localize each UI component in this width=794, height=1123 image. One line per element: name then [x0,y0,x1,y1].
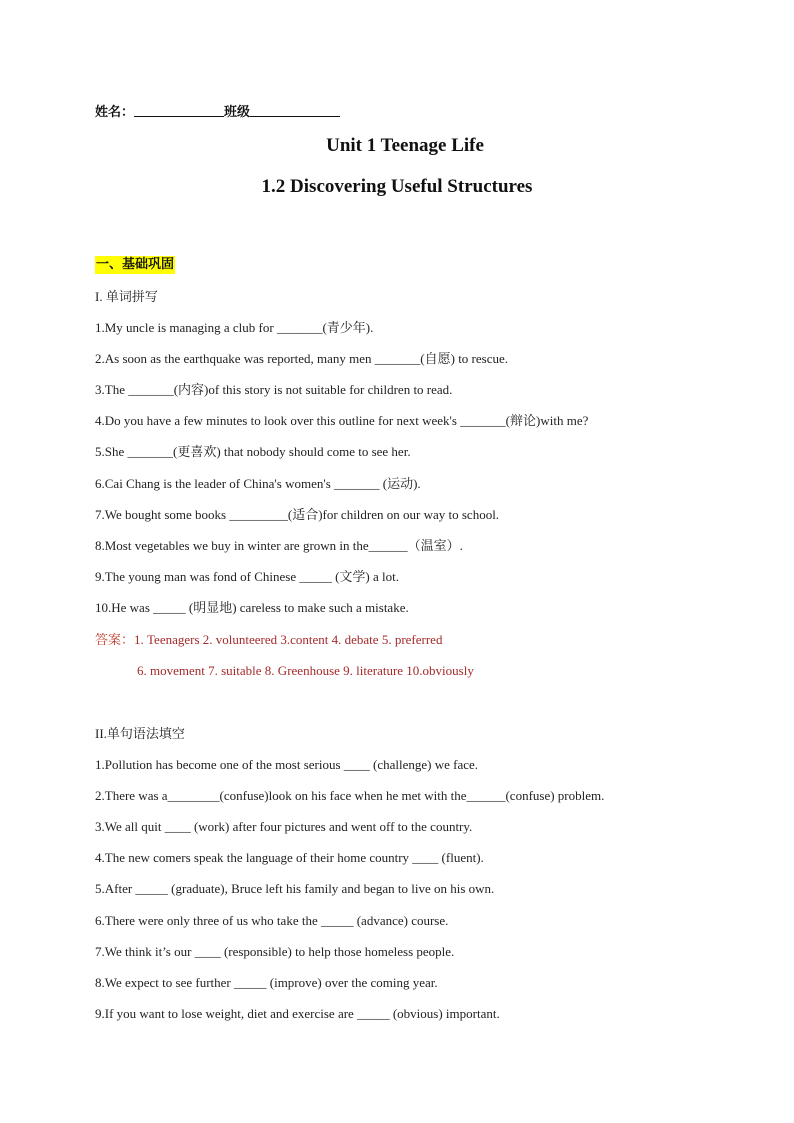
list-item: 1.My uncle is managing a club for _______(青少年). [95,320,374,335]
list-item: 4.The new comers speak the language of their home country ____ (fluent). [95,850,484,865]
name-label: 姓名： [95,105,135,120]
lesson-title: 1.2 Discovering Useful Structures [261,176,533,197]
list-item: 6.There were only three of us who take the _____ (advance) course. [95,913,449,928]
list-item: 8.We expect to see further _____ (improve) over the coming year. [95,975,438,990]
part1-title: I. 单词拼写 [95,289,158,304]
answer-text: 1. Teenagers 2. volunteered 3.content 4. debate 5. preferred [134,632,443,647]
list-item: 2.As soon as the earthquake was reported, many men _______(自愿) to rescue. [95,351,508,366]
list-item: 4.Do you have a few minutes to look over this outline for next week's _______(辩论)with me? [95,413,589,428]
section-heading-basics: 一、基础巩固 [96,257,175,272]
list-item: 9.The young man was fond of Chinese _____ (文学) a lot. [95,569,400,584]
name-blank [134,104,224,117]
class-blank [250,104,340,117]
student-info-line [95,101,340,120]
answer-key-line2: 6. movement 7. suitable 8. Greenhouse 9. literature 10.obviously [137,663,474,678]
answer-key-line1 [95,631,442,650]
list-item: 5.After _____ (graduate), Bruce left his family and began to live on his own. [95,881,495,896]
list-item: 9.If you want to lose weight, diet and exercise are _____ (obvious) important. [95,1006,500,1021]
answer-label: 答案： [95,633,135,648]
list-item: 8.Most vegetables we buy in winter are grown in the______（温室）. [95,538,463,553]
part2-title: II.单句语法填空 [95,726,185,741]
list-item: 7.We think it’s our ____ (responsible) to help those homeless people. [95,944,455,959]
list-item: 3.We all quit ____ (work) after four pictures and went off to the country. [95,819,473,834]
list-item: 3.The _______(内容)of this story is not suitable for children to read. [95,382,453,397]
list-item: 2.There was a________(confuse)look on his face when he met with the______(confuse) problem. [95,788,605,803]
list-item: 7.We bought some books _________(适合)for children on our way to school. [95,507,500,522]
list-item: 5.She _______(更喜欢) that nobody should come to see her. [95,444,411,459]
unit-title: Unit 1 Teenage Life [326,135,484,156]
list-item: 10.He was _____ (明显地) careless to make such a mistake. [95,600,409,615]
class-label: 班级 [224,105,251,120]
list-item: 1.Pollution has become one of the most serious ____ (challenge) we face. [95,757,479,772]
list-item: 6.Cai Chang is the leader of China's women's _______ (运动). [95,476,421,491]
